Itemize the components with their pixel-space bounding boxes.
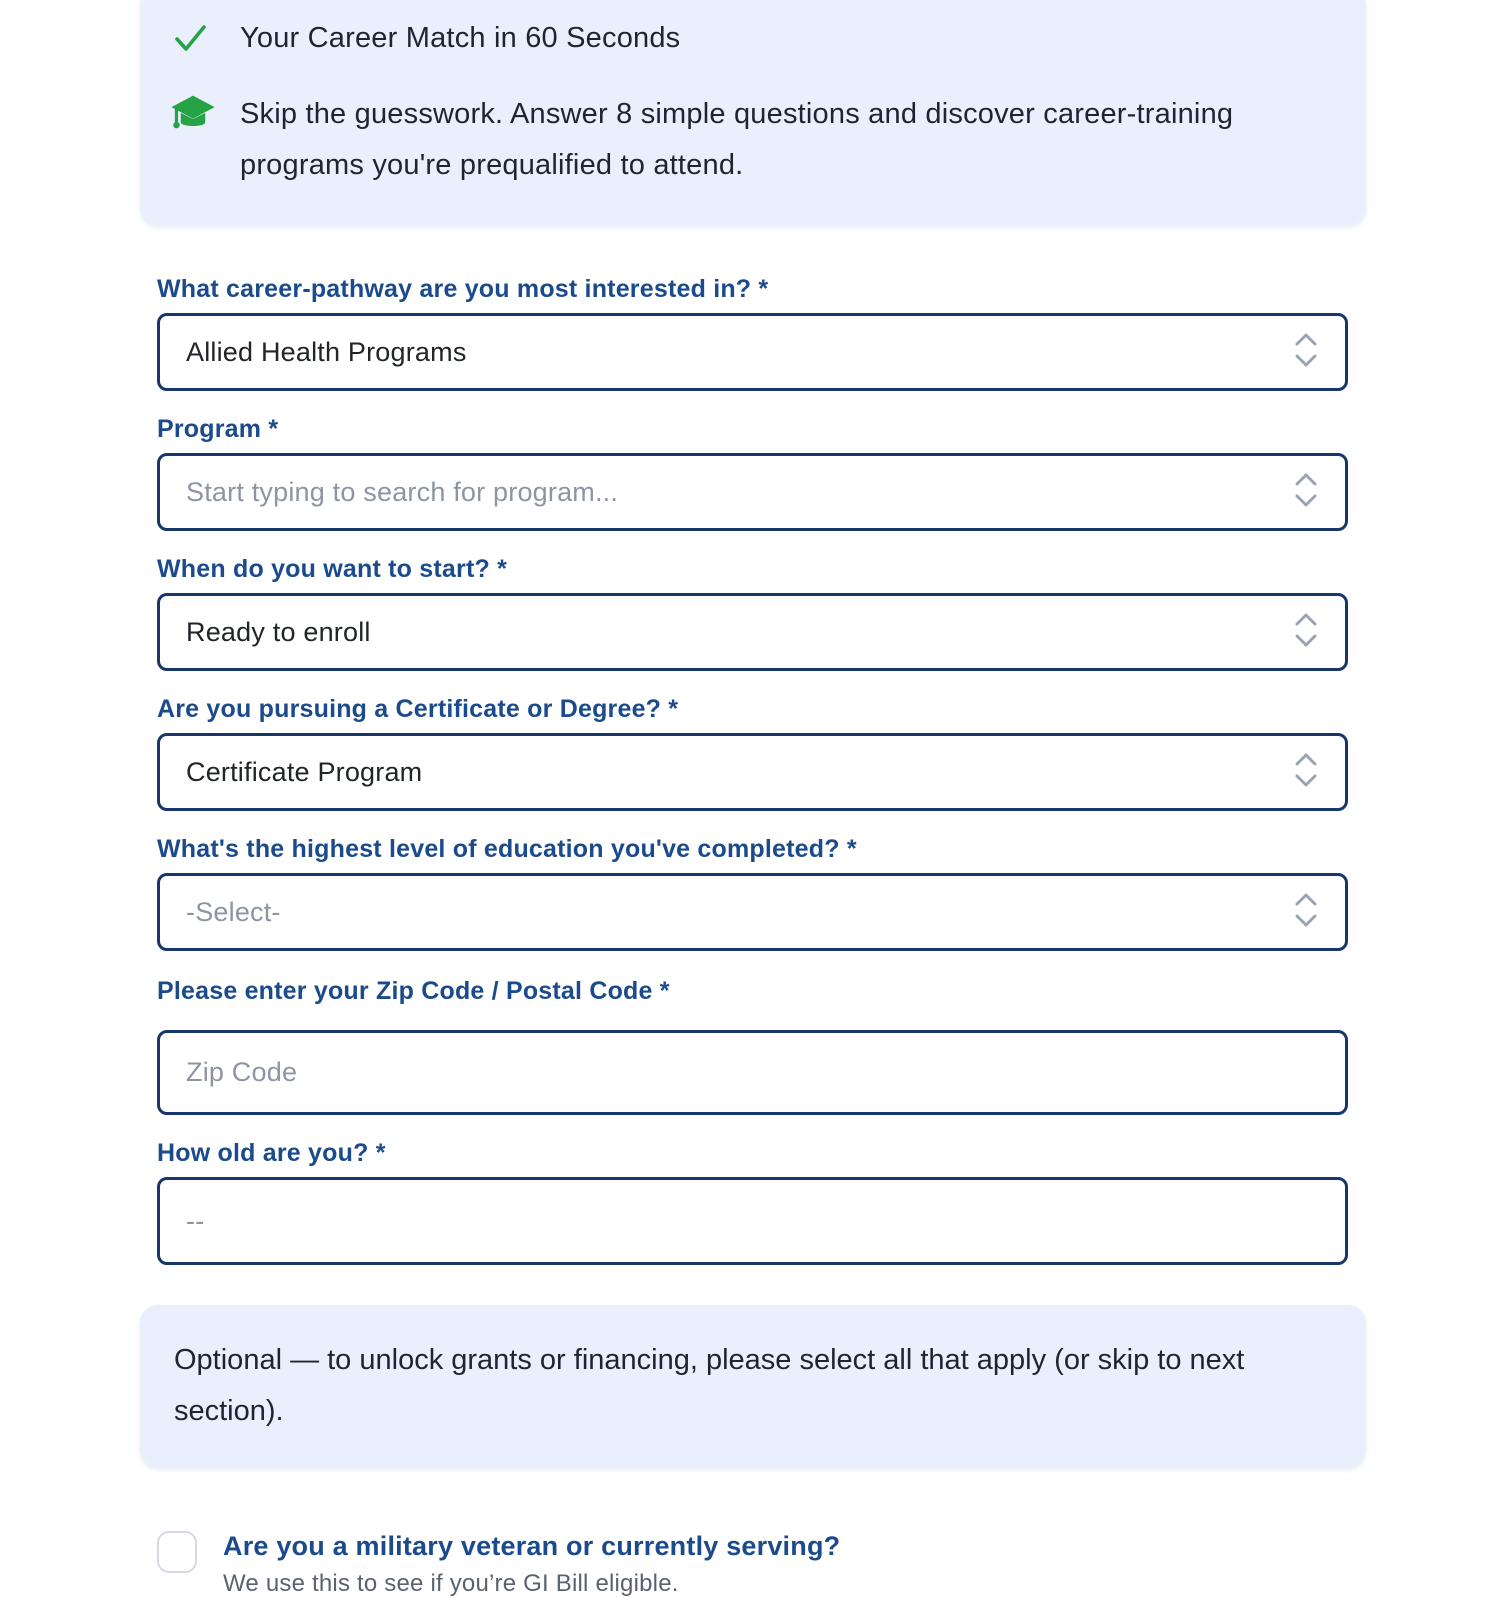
military-question-label: Are you a military veteran or currently serving? bbox=[223, 1531, 841, 1561]
career-pathway-field bbox=[157, 275, 1348, 391]
optional-note-text: Optional — to unlock grants or financing, please select all that apply (or skip to next section). bbox=[174, 1344, 1245, 1427]
program-select[interactable] bbox=[157, 453, 1348, 531]
military-veteran-row bbox=[157, 1531, 1366, 1598]
start-date-value: Ready to enroll bbox=[186, 616, 371, 647]
program-placeholder: Start typing to search for program... bbox=[186, 476, 619, 507]
info-title-row bbox=[170, 16, 1332, 63]
education-level-select[interactable] bbox=[157, 873, 1348, 951]
program-field bbox=[157, 415, 1348, 531]
optional-note-card bbox=[140, 1305, 1366, 1467]
start-date-label: When do you want to start? * bbox=[157, 555, 508, 583]
info-card-subtitle: Skip the guesswork. Answer 8 simple questions and discover career-training programs you're prequalified to attend. bbox=[240, 98, 1234, 181]
zip-code-input[interactable] bbox=[157, 1030, 1348, 1115]
career-pathway-select[interactable] bbox=[157, 313, 1348, 391]
zip-code-field bbox=[157, 977, 1348, 1115]
certificate-degree-value: Certificate Program bbox=[186, 756, 423, 787]
graduation-cap-icon bbox=[170, 91, 214, 144]
age-input[interactable] bbox=[157, 1177, 1348, 1265]
info-subtitle-row bbox=[170, 89, 1332, 191]
military-subtext: We use this to see if you’re GI Bill eligible. bbox=[223, 1570, 679, 1597]
zip-code-label: Please enter your Zip Code / Postal Code * bbox=[157, 977, 670, 1005]
info-card-title: Your Career Match in 60 Seconds bbox=[240, 22, 681, 54]
chevron-up-down-icon bbox=[1293, 469, 1319, 516]
military-text-block bbox=[223, 1531, 840, 1598]
education-level-placeholder: -Select- bbox=[186, 896, 281, 927]
start-date-select[interactable] bbox=[157, 593, 1348, 671]
chevron-up-down-icon bbox=[1293, 889, 1319, 936]
certificate-degree-field bbox=[157, 695, 1348, 811]
certificate-degree-label: Are you pursuing a Certificate or Degree? * bbox=[157, 695, 679, 723]
start-date-field bbox=[157, 555, 1348, 671]
career-pathway-label: What career-pathway are you most interested in? * bbox=[157, 275, 769, 303]
age-label: How old are you? * bbox=[157, 1139, 386, 1167]
chevron-up-down-icon bbox=[1293, 609, 1319, 656]
career-match-info-card bbox=[140, 0, 1366, 225]
check-icon bbox=[170, 18, 214, 63]
education-level-label: What's the highest level of education you've completed? * bbox=[157, 835, 857, 863]
program-label: Program * bbox=[157, 415, 279, 443]
age-field bbox=[157, 1139, 1348, 1265]
chevron-up-down-icon bbox=[1293, 749, 1319, 796]
certificate-degree-select[interactable] bbox=[157, 733, 1348, 811]
education-level-field bbox=[157, 835, 1348, 951]
chevron-up-down-icon bbox=[1293, 329, 1319, 376]
military-veteran-checkbox[interactable] bbox=[157, 1531, 197, 1573]
career-pathway-value: Allied Health Programs bbox=[186, 336, 467, 367]
